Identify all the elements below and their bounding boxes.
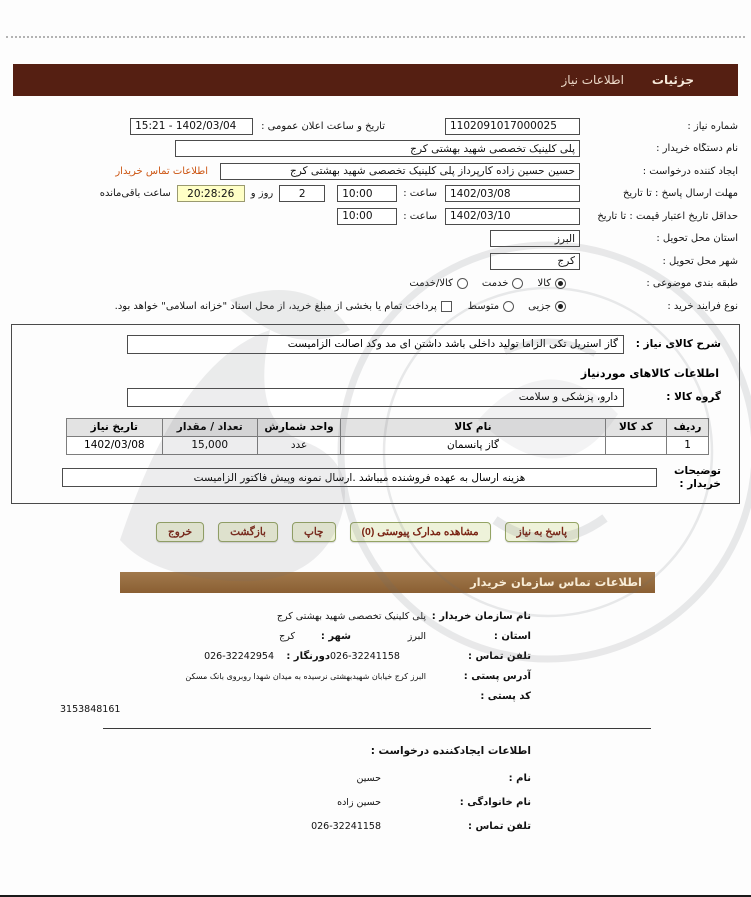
radio-medium[interactable] [503, 301, 514, 312]
reply-deadline-date-field[interactable]: 1402/03/08 [445, 185, 580, 202]
cell-unit: عدد [257, 436, 340, 454]
tab-need-info[interactable]: اطلاعات نیاز [561, 73, 624, 87]
radio-goods-label: کالا [537, 278, 551, 290]
radio-goods-service[interactable] [457, 278, 468, 289]
price-validity-label: حداقل تاریخ اعتبار قیمت : تا تاریخ [597, 210, 738, 222]
buyer-contact-header: اطلاعات تماس سازمان خریدار [120, 572, 655, 593]
table-row [67, 436, 709, 454]
contact-city-value: کرج [279, 630, 295, 642]
buyer-contact-section [60, 611, 531, 715]
row-need-number [13, 115, 738, 138]
contact-fax-value: 026-32242954 [204, 650, 274, 662]
price-validity-time-field[interactable]: 10:00 [337, 208, 397, 225]
top-dotted-divider [6, 36, 745, 38]
contact-phone-label: تلفن تماس : [467, 650, 531, 662]
classification-label: طبقه بندی موضوعی : [646, 278, 738, 290]
print-button[interactable]: چاپ [292, 522, 336, 542]
row-buyer-org [13, 138, 738, 161]
cell-quantity: 15,000 [162, 436, 257, 454]
reply-deadline-time-label: ساعت : [403, 188, 437, 200]
row-address [60, 671, 531, 682]
buyer-org-field[interactable]: پلی کلینیک تخصصی شهید بهشتی کرج [175, 140, 580, 157]
radio-goods[interactable] [555, 278, 566, 289]
cell-row-no: 1 [667, 436, 709, 454]
buyer-org-label: نام دستگاه خریدار : [656, 143, 738, 155]
col-row-no: ردیف [667, 418, 709, 436]
row-first-name [60, 773, 531, 784]
last-name-value: حسین زاده [337, 796, 381, 808]
last-name-label: نام خانوادگی : [459, 796, 531, 808]
row-reply-deadline [13, 183, 738, 206]
reply-deadline-label: مهلت ارسال پاسخ : تا تاریخ [622, 188, 738, 200]
delivery-province-label: استان محل تحویل : [656, 233, 738, 245]
section-divider [103, 728, 651, 729]
row-goods-group [38, 388, 721, 407]
postal-code-value: 3153848161 [60, 703, 121, 715]
process-type-label: نوع فرآیند خرید : [667, 300, 738, 312]
remaining-time-label: ساعت باقی‌مانده [99, 188, 171, 200]
row-need-description [38, 335, 721, 354]
first-name-value: حسین [356, 772, 381, 784]
org-name-value: پلی کلینیک تخصصی شهید بهشتی کرج [276, 610, 426, 622]
remaining-days-label: روز و [250, 188, 274, 200]
need-description-label: شرح کالای نیاز : [635, 338, 721, 350]
contact-address-value: البرز کرج خیابان شهیدبهشتی نرسیده به میدان شهدا روبروی بانک مسکن [185, 671, 426, 681]
reply-to-need-button[interactable]: پاسخ به نیاز [505, 522, 579, 542]
row-province-city [60, 631, 531, 642]
request-creator-title: اطلاعات ایجادکننده درخواست : [370, 744, 531, 757]
buyer-notes-label: توضیحات خریدار : [673, 464, 721, 490]
request-creator-field[interactable]: حسین حسین زاده کارپرداز پلی کلینیک تخصصی شهید بهشتی کرج [220, 163, 580, 180]
goods-info-title: اطلاعات کالاهای موردنیاز [580, 366, 719, 380]
row-classification [13, 273, 738, 296]
need-number-label: شماره نیاز : [687, 120, 738, 132]
contact-province-label: استان : [493, 630, 531, 642]
buyer-notes-field[interactable]: هزینه ارسال به عهده فروشنده میباشد .ارسال نمونه وپیش فاکتور الزامیست [62, 468, 657, 487]
goods-table-header-row [67, 418, 709, 436]
row-last-name [60, 797, 531, 808]
creator-phone-value: 026-32241158 [311, 820, 381, 832]
delivery-province-field[interactable]: البرز [490, 230, 580, 247]
tab-details[interactable]: جزئیات [651, 73, 694, 87]
org-name-label: نام سازمان خریدار : [431, 610, 531, 622]
cell-item-code [605, 436, 666, 454]
reply-deadline-time-field[interactable]: 10:00 [337, 185, 397, 202]
need-description-field[interactable]: گاز استریل تکی الزاما تولید داخلی باشد داشتن ای مد وکد اصالت الزامیست [127, 335, 624, 354]
radio-medium-label: متوسط [467, 300, 500, 312]
contact-phone-value: 026-32241158 [330, 650, 400, 662]
goods-group-label: گروه کالا : [666, 391, 721, 403]
postal-code-label: کد پستی : [480, 690, 531, 702]
remaining-days-field[interactable]: 2 [279, 185, 325, 202]
radio-minor-label: جزیی [528, 300, 551, 312]
first-name-label: نام : [508, 772, 531, 784]
row-buyer-notes [38, 465, 721, 491]
exit-button[interactable]: خروج [156, 522, 204, 542]
row-org-name [60, 611, 531, 622]
row-request-creator [13, 160, 738, 183]
remaining-time-badge: 20:28:26 [177, 185, 245, 202]
row-creator-phone [60, 821, 531, 832]
need-form [0, 115, 751, 318]
price-validity-date-field[interactable]: 1402/03/10 [445, 208, 580, 225]
price-validity-time-label: ساعت : [403, 210, 437, 222]
goods-section [11, 324, 740, 504]
contact-city-label: شهر : [320, 630, 351, 642]
announce-datetime-field[interactable]: 15:21 - 1402/03/04 [130, 118, 253, 135]
row-delivery-province [13, 228, 738, 251]
radio-minor[interactable] [555, 301, 566, 312]
treasury-docs-checkbox[interactable] [441, 301, 452, 312]
row-delivery-city [13, 250, 738, 273]
radio-goods-service-label: کالا/خدمت [409, 278, 453, 290]
row-phone-fax [60, 651, 531, 662]
request-creator-section [60, 745, 531, 832]
radio-service[interactable] [512, 278, 523, 289]
tab-bar [13, 64, 738, 96]
contact-address-label: آدرس پستی : [463, 670, 531, 682]
cell-item-name: گاز پانسمان [341, 436, 605, 454]
contact-province-value: البرز [407, 630, 426, 642]
goods-group-field[interactable]: دارو، پزشکی و سلامت [127, 388, 624, 407]
col-unit: واحد شمارش [257, 418, 340, 436]
col-need-date: تاریخ نیاز [67, 418, 163, 436]
delivery-city-field[interactable]: کرج [490, 253, 580, 270]
col-item-name: نام کالا [341, 418, 605, 436]
back-button[interactable]: بازگشت [218, 522, 278, 542]
buyer-contact-link[interactable]: اطلاعات تماس خریدار [115, 165, 208, 177]
row-process-type [13, 295, 738, 318]
action-buttons [0, 522, 751, 542]
contact-fax-label: دورنگار : [286, 650, 330, 662]
col-item-code: کد کالا [605, 418, 666, 436]
creator-phone-label: تلفن تماس : [467, 820, 531, 832]
radio-service-label: خدمت [481, 278, 509, 290]
row-postal-code [60, 691, 531, 702]
goods-table [66, 418, 709, 455]
need-number-field[interactable]: 1102091017000025 [445, 118, 580, 135]
cell-need-date: 1402/03/08 [67, 436, 163, 454]
delivery-city-label: شهر محل تحویل : [662, 255, 738, 267]
row-price-validity [13, 205, 738, 228]
col-quantity: تعداد / مقدار [162, 418, 257, 436]
announce-datetime-label: تاریخ و ساعت اعلان عمومی : [261, 120, 385, 132]
treasury-docs-label: پرداخت تمام یا بخشی از مبلغ خرید، از محل اسناد "خزانه اسلامی" خواهد بود. [114, 300, 437, 312]
request-creator-label: ایجاد کننده درخواست : [642, 165, 738, 177]
view-attachments-button[interactable]: مشاهده مدارک پیوستی (0) [350, 522, 491, 542]
